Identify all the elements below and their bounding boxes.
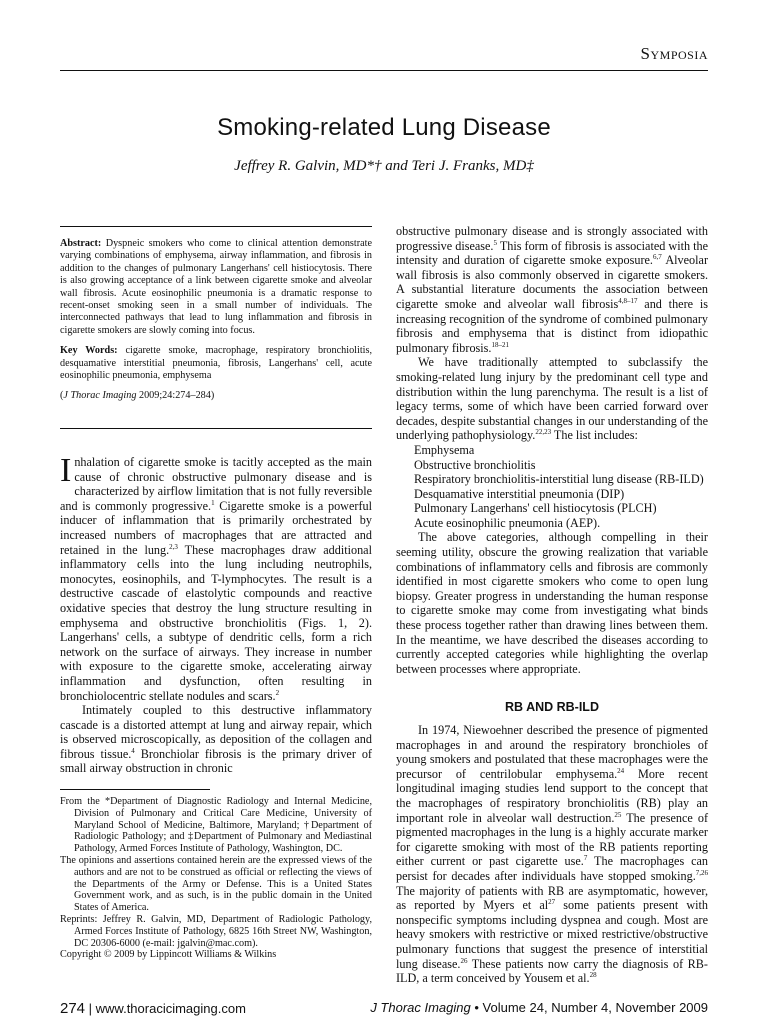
reference: 1 [211,498,215,507]
list-item: Desquamative interstitial pneumonia (DIP) [414,486,625,501]
list-item: Respiratory bronchiolitis-interstitial lung disease (RB-ILD) [414,472,704,487]
journal-website: www.thoracicimaging.com [95,1001,246,1016]
text-run: nhalation of cigarette smoke is tacitly accepted as the main cause of chronic obstructive pulmonary disease and is characterized by airflow limitation that is not fully reversible and is commonly progressive. [60,455,372,513]
reference: 4,8–17 [618,296,638,305]
citation-open: ( [60,390,64,402]
list-item: Pulmonary Langerhans' cell histiocytosis (PLCH) [414,501,657,516]
page-number: 274 [60,1000,86,1017]
left-column [60,452,372,776]
text-run: and there is increasing recognition of the syndrome of combined pulmonary fibrosis and emphysema that is distinct from idiopathic pulmonary fibrosis. [396,296,708,355]
keywords-text: cigarette smoke, macrophage, respiratory bronchiolitis, desquamative interstitial pneumonia, fibrosis, Langerhans' cell, acute eosinophilic pneumonia, emphysema [60,345,372,382]
text-run: The list includes: [551,428,638,443]
section-label: Symposia [640,44,708,63]
text-run: Cigarette smoke is a powerful inducer of inflammation that is primarily orchestrated by increased numbers of macrophages that are attracted and retained in the lung. [60,498,372,557]
footer-separator: | [85,1001,96,1016]
text-run: The majority of patients with RB are asymptomatic, however, as reported by Myers et al [396,883,708,913]
body-paragraph-4 [396,723,708,986]
text-run: Bronchiolar fibrosis is the primary driver of small airway obstruction in chronic [60,746,372,776]
list-item: Acute eosinophilic pneumonia (AEP). [414,515,601,530]
text-run: Alveolar wall fibrosis is also commonly observed in cigarette smokers. A substantial literature documents the association between cigarette smoke and alveolar wall fibrosis [396,253,709,311]
reference: 18–21 [491,340,509,349]
text-run: More recent longitudinal imaging studies lend support to the concept that the macrophages of respiratory bronchiolitis (RB) play an important role in alveolar wall destruction. [396,766,708,825]
reference: 2 [275,688,280,697]
reference: 24 [617,766,625,775]
text-run: We have traditionally attempted to subclassify the smoking-related lung injury by the predominant cell type and distribution within the lung parenchyma. The result is a list of legacy terms, some of which have been carried forward over decades, despite substantial changes in our understanding of the underlying pathophysiology. [396,355,708,443]
reference: 4 [131,746,135,755]
article-authors: Jeffrey R. Galvin, MD*† and Teri J. Franks, MD‡ [234,158,534,174]
text-run: In 1974, Niewoehner described the presence of pigmented macrophages in and around the respiratory bronchioles of young smokers and postulated that these macrophages were the precursor of centrilobular emphysema. [396,723,708,781]
abstract-block [60,238,372,411]
reference: 7 [583,854,588,863]
footer-volume: Volume 24, Number 4, November 2009 [482,1000,708,1015]
legacy-terms-list [396,443,708,531]
header-rule [60,70,708,71]
footnote-affiliation: From the *Department of Diagnostic Radiology and Internal Medicine, Division of Pulmonary and Critical Care Medicine, University of Maryland School of Medicine, Baltimore, Maryland; †Department of Radiologic Pathology; and ‡Department of Pulmonary and Mediastinal Pathology, Armed Forces Institute of Pathology, Washington, DC. [60,796,372,855]
text-run: These patients now carry the diagnosis of RB-ILD, a term conceived by Yousem et al. [396,956,708,986]
list-item: Emphysema [414,442,475,457]
text-run: Intimately coupled to this destructive inflammatory cascade is a distorted attempt at lung and airway repair, which is observed microscopically, as deposition of the collagen and fibrous tissue. [60,703,372,761]
footnote-copyright: Copyright © 2009 by Lippincott Williams & Wilkins [60,949,277,961]
text-run: The macrophages can persist for decades after individuals have stopped smoking. [396,854,709,883]
abstract-top-rule [60,226,372,227]
footer-bullet: • [470,1000,483,1015]
dropcap: I [60,452,72,489]
citation-rest: 2009;24:274–284) [136,390,215,402]
abstract-text: Dyspneic smokers who come to clinical attention demonstrate varying combinations of emphysema, airway inflammation, and fibrosis in addition to the changes of pulmonary Langerhans' cell histiocytosis. There is also growing acceptance of a link between cigarette smoke and alveolar wall fibrosis. Acute eosinophilic pneumonia is a dramatic response to recent-onset smoking seen in a small number of individuals. The interconnected pathways that lead to lung inflammation and fibrosis in cigarette smokers are slowly coming into focus. [60,238,372,336]
intro-paragraph-1 [60,452,372,703]
body-paragraph-3: The above categories, although compelling in their seeming utility, obscure the growing realization that variable combinations of inflammatory cells and fibrosis are commonly identified in most cigarette smokers who come to open lung biopsy. Greater progress in understanding the human response to cigarette smoke may come from investigating what binds these process together rather than drawing lines between them. In the meantime, we have described the diseases according to currently accepted categories while highlighting the overlap between processes where appropriate. [396,530,708,676]
text-run: The presence of pigmented macrophages in the lung is a highly accurate marker for cigarette smoking with most of the RB patients reporting either current or past cigarette use. [396,810,709,869]
citation-journal: J Thorac Imaging [63,390,137,402]
reference: 22,23 [535,428,552,437]
reference: 2,3 [169,542,178,551]
reference: 25 [614,810,622,819]
footer-journal: J Thorac Imaging [370,1000,471,1015]
footnote-rule [60,789,210,790]
reference: 27 [548,898,556,907]
reference: 26 [460,956,468,965]
reference: 7,26 [695,868,708,877]
keywords-label: Key Words: [60,345,118,357]
reference: 28 [589,971,597,980]
keywords-paragraph [60,345,372,382]
abstract-bottom-rule [60,428,372,429]
text-run: some patients present with nonspecific symptoms including dyspnea and cough. Most are heavy smokers with restrictive or mixed restrictive/obstructive pulmonary functions that suggest the presence of interstitial lung disease. [396,898,708,971]
list-item: Obstructive bronchiolitis [414,457,536,472]
footnotes [60,796,372,961]
article-title: Smoking-related Lung Disease [217,114,551,141]
text-run: This form of fibrosis is associated with the intensity and duration of cigarette smoke exposure. [396,238,708,268]
footer-right [370,1000,708,1015]
reference: 5 [493,238,497,247]
intro-paragraph-2 [60,703,372,776]
section-heading: RB AND RB-ILD [505,700,599,715]
right-column [396,224,708,986]
footnote-reprints: Reprints: Jeffrey R. Galvin, MD, Department of Radiologic Pathology, Armed Forces Institute of Pathology, 6825 16th Street NW, Washington, DC 20306-6000 (e-mail: jgalvin@mac.com). [60,913,372,949]
citation [60,390,372,402]
text-run: obstructive pulmonary disease and is strongly associated with progressive disease. [396,224,708,253]
footnote-disclaimer: The opinions and assertions contained herein are the expressed views of the authors and are not to be construed as official or reflecting the views of the Departments of the Army or Defense. This is a United States Government work, and as such, is in the public domain in the United States of America. [60,854,372,914]
body-paragraph-1 [396,224,708,355]
abstract-label: Abstract: [60,238,102,249]
abstract-paragraph [60,238,372,337]
footer-left [60,1000,246,1017]
body-paragraph-2 [396,355,708,443]
text-run: These macrophages draw additional inflammatory cells into the lung including neutrophils, monocytes, eosinophils, and T-lymphocytes. The result is a destructive cascade of elastolytic compounds and reactive oxidative species that destroy the lung structure resulting in emphysema and obstructive bronchiolitis (Figs. 1, 2). Langerhans' cells, a subtype of dendritic cells, form a rich network on the surface of airways. They increase in number with exposure to the cigarette smoke, accelerating airway inflammation and dysfunction, often resulting in bronchiolocentric stellate nodules and scars. [60,542,372,703]
reference: 6,7 [652,253,662,262]
